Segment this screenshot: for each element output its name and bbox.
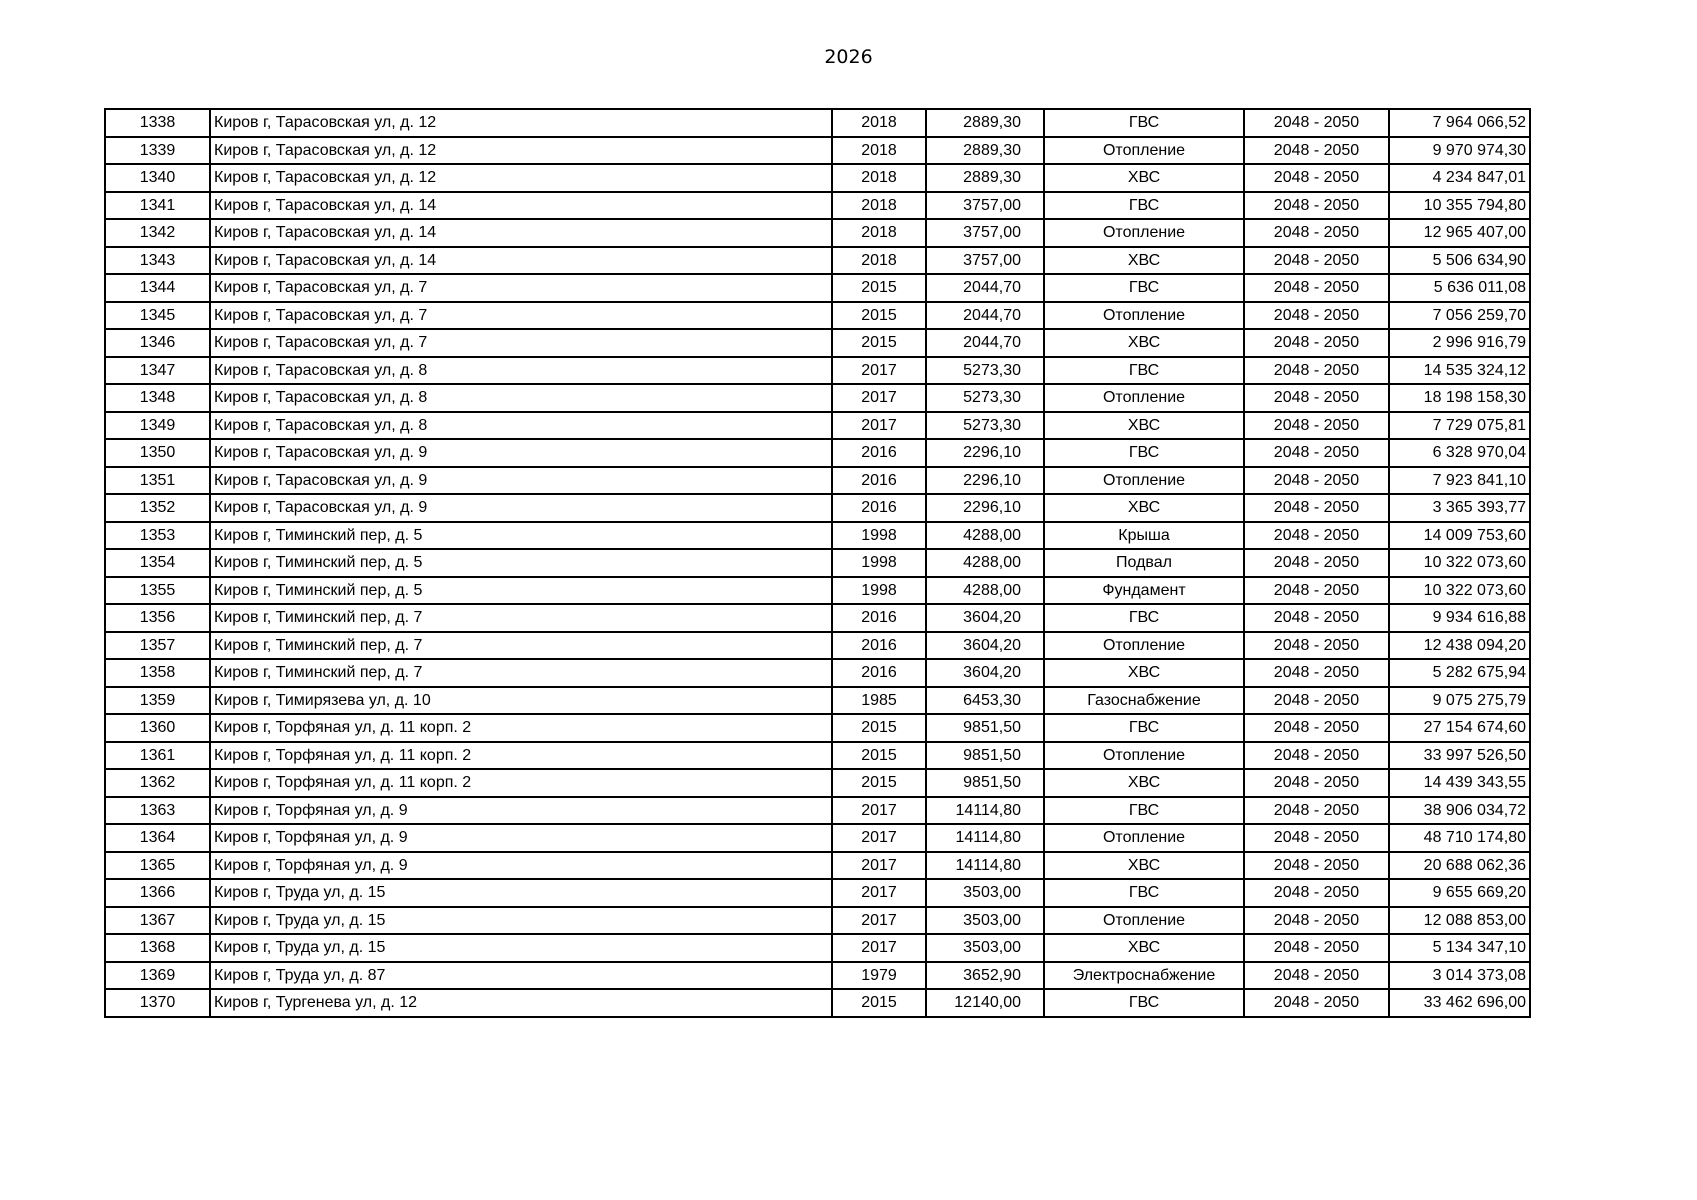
year-cell: 2017	[832, 934, 926, 962]
cost-cell: 12 088 853,00	[1389, 907, 1530, 935]
cost-cell: 3 014 373,08	[1389, 962, 1530, 990]
work-type-cell: ГВС	[1044, 797, 1244, 825]
table-row	[105, 494, 1530, 522]
area-cell: 5273,30	[926, 384, 1044, 412]
address-cell: Киров г, Тарасовская ул, д. 12	[210, 164, 832, 192]
table-row	[105, 329, 1530, 357]
address-cell: Киров г, Труда ул, д. 15	[210, 879, 832, 907]
area-cell: 6453,30	[926, 687, 1044, 715]
work-type-cell: ХВС	[1044, 659, 1244, 687]
year-cell: 2016	[832, 604, 926, 632]
year-cell: 2018	[832, 192, 926, 220]
work-type-cell: Отопление	[1044, 742, 1244, 770]
table-row	[105, 137, 1530, 165]
year-cell: 2018	[832, 109, 926, 137]
work-type-cell: Отопление	[1044, 219, 1244, 247]
area-cell: 9851,50	[926, 714, 1044, 742]
area-cell: 4288,00	[926, 549, 1044, 577]
work-type-cell: ХВС	[1044, 247, 1244, 275]
cost-cell: 2 996 916,79	[1389, 329, 1530, 357]
year-cell: 1979	[832, 962, 926, 990]
table-row	[105, 659, 1530, 687]
area-cell: 5273,30	[926, 412, 1044, 440]
period-cell: 2048 - 2050	[1244, 824, 1389, 852]
row-number-cell: 1347	[105, 357, 210, 385]
row-number-cell: 1356	[105, 604, 210, 632]
year-cell: 1998	[832, 522, 926, 550]
area-cell: 3757,00	[926, 192, 1044, 220]
address-cell: Киров г, Тарасовская ул, д. 8	[210, 357, 832, 385]
table-row	[105, 274, 1530, 302]
repair-schedule-table	[104, 108, 1531, 1018]
address-cell: Киров г, Тиминский пер, д. 7	[210, 604, 832, 632]
table-row	[105, 384, 1530, 412]
address-cell: Киров г, Тарасовская ул, д. 14	[210, 247, 832, 275]
period-cell: 2048 - 2050	[1244, 549, 1389, 577]
cost-cell: 33 997 526,50	[1389, 742, 1530, 770]
row-number-cell: 1358	[105, 659, 210, 687]
period-cell: 2048 - 2050	[1244, 907, 1389, 935]
year-cell: 2015	[832, 274, 926, 302]
work-type-cell: Газоснабжение	[1044, 687, 1244, 715]
area-cell: 2296,10	[926, 494, 1044, 522]
period-cell: 2048 - 2050	[1244, 412, 1389, 440]
table-row	[105, 824, 1530, 852]
row-number-cell: 1343	[105, 247, 210, 275]
cost-cell: 38 906 034,72	[1389, 797, 1530, 825]
area-cell: 2044,70	[926, 329, 1044, 357]
address-cell: Киров г, Тарасовская ул, д. 14	[210, 192, 832, 220]
period-cell: 2048 - 2050	[1244, 219, 1389, 247]
address-cell: Киров г, Тарасовская ул, д. 7	[210, 302, 832, 330]
table-row	[105, 219, 1530, 247]
row-number-cell: 1346	[105, 329, 210, 357]
period-cell: 2048 - 2050	[1244, 687, 1389, 715]
work-type-cell: Фундамент	[1044, 577, 1244, 605]
area-cell: 4288,00	[926, 577, 1044, 605]
area-cell: 3604,20	[926, 632, 1044, 660]
address-cell: Киров г, Тиминский пер, д. 5	[210, 549, 832, 577]
period-cell: 2048 - 2050	[1244, 714, 1389, 742]
row-number-cell: 1349	[105, 412, 210, 440]
area-cell: 3503,00	[926, 879, 1044, 907]
address-cell: Киров г, Торфяная ул, д. 9	[210, 852, 832, 880]
area-cell: 5273,30	[926, 357, 1044, 385]
work-type-cell: Отопление	[1044, 137, 1244, 165]
area-cell: 3652,90	[926, 962, 1044, 990]
period-cell: 2048 - 2050	[1244, 467, 1389, 495]
cost-cell: 27 154 674,60	[1389, 714, 1530, 742]
year-cell: 2016	[832, 467, 926, 495]
row-number-cell: 1370	[105, 989, 210, 1017]
area-cell: 14114,80	[926, 852, 1044, 880]
period-cell: 2048 - 2050	[1244, 384, 1389, 412]
period-cell: 2048 - 2050	[1244, 797, 1389, 825]
cost-cell: 14 439 343,55	[1389, 769, 1530, 797]
area-cell: 2889,30	[926, 164, 1044, 192]
area-cell: 4288,00	[926, 522, 1044, 550]
table-row	[105, 357, 1530, 385]
address-cell: Киров г, Тарасовская ул, д. 12	[210, 109, 832, 137]
period-cell: 2048 - 2050	[1244, 577, 1389, 605]
area-cell: 2296,10	[926, 467, 1044, 495]
row-number-cell: 1351	[105, 467, 210, 495]
page-number: 2026	[824, 46, 873, 68]
period-cell: 2048 - 2050	[1244, 604, 1389, 632]
work-type-cell: ХВС	[1044, 329, 1244, 357]
address-cell: Киров г, Тарасовская ул, д. 7	[210, 329, 832, 357]
row-number-cell: 1361	[105, 742, 210, 770]
address-cell: Киров г, Тургенева ул, д. 12	[210, 989, 832, 1017]
row-number-cell: 1348	[105, 384, 210, 412]
year-cell: 2017	[832, 879, 926, 907]
period-cell: 2048 - 2050	[1244, 192, 1389, 220]
cost-cell: 6 328 970,04	[1389, 439, 1530, 467]
work-type-cell: ГВС	[1044, 274, 1244, 302]
address-cell: Киров г, Тимирязева ул, д. 10	[210, 687, 832, 715]
period-cell: 2048 - 2050	[1244, 274, 1389, 302]
row-number-cell: 1368	[105, 934, 210, 962]
cost-cell: 5 282 675,94	[1389, 659, 1530, 687]
cost-cell: 9 934 616,88	[1389, 604, 1530, 632]
cost-cell: 7 923 841,10	[1389, 467, 1530, 495]
period-cell: 2048 - 2050	[1244, 769, 1389, 797]
period-cell: 2048 - 2050	[1244, 659, 1389, 687]
row-number-cell: 1342	[105, 219, 210, 247]
row-number-cell: 1366	[105, 879, 210, 907]
address-cell: Киров г, Тиминский пер, д. 7	[210, 632, 832, 660]
area-cell: 9851,50	[926, 742, 1044, 770]
period-cell: 2048 - 2050	[1244, 934, 1389, 962]
row-number-cell: 1355	[105, 577, 210, 605]
work-type-cell: ГВС	[1044, 604, 1244, 632]
table-row	[105, 164, 1530, 192]
table-row	[105, 109, 1530, 137]
year-cell: 2015	[832, 989, 926, 1017]
table-row	[105, 714, 1530, 742]
table-row	[105, 769, 1530, 797]
row-number-cell: 1344	[105, 274, 210, 302]
work-type-cell: ГВС	[1044, 879, 1244, 907]
table-row	[105, 879, 1530, 907]
table-row	[105, 742, 1530, 770]
cost-cell: 14 009 753,60	[1389, 522, 1530, 550]
period-cell: 2048 - 2050	[1244, 879, 1389, 907]
cost-cell: 14 535 324,12	[1389, 357, 1530, 385]
year-cell: 2016	[832, 659, 926, 687]
work-type-cell: ХВС	[1044, 164, 1244, 192]
address-cell: Киров г, Тарасовская ул, д. 7	[210, 274, 832, 302]
work-type-cell: ХВС	[1044, 494, 1244, 522]
area-cell: 2044,70	[926, 274, 1044, 302]
work-type-cell: ГВС	[1044, 357, 1244, 385]
cost-cell: 5 636 011,08	[1389, 274, 1530, 302]
period-cell: 2048 - 2050	[1244, 852, 1389, 880]
area-cell: 14114,80	[926, 797, 1044, 825]
table-row	[105, 687, 1530, 715]
area-cell: 3604,20	[926, 659, 1044, 687]
work-type-cell: ГВС	[1044, 714, 1244, 742]
cost-cell: 3 365 393,77	[1389, 494, 1530, 522]
table-row	[105, 247, 1530, 275]
row-number-cell: 1340	[105, 164, 210, 192]
period-cell: 2048 - 2050	[1244, 164, 1389, 192]
year-cell: 2017	[832, 852, 926, 880]
area-cell: 14114,80	[926, 824, 1044, 852]
area-cell: 3604,20	[926, 604, 1044, 632]
year-cell: 2015	[832, 329, 926, 357]
period-cell: 2048 - 2050	[1244, 137, 1389, 165]
year-cell: 2017	[832, 797, 926, 825]
address-cell: Киров г, Тарасовская ул, д. 14	[210, 219, 832, 247]
year-cell: 2017	[832, 357, 926, 385]
cost-cell: 7 729 075,81	[1389, 412, 1530, 440]
row-number-cell: 1369	[105, 962, 210, 990]
period-cell: 2048 - 2050	[1244, 989, 1389, 1017]
row-number-cell: 1341	[105, 192, 210, 220]
address-cell: Киров г, Тарасовская ул, д. 9	[210, 494, 832, 522]
work-type-cell: ГВС	[1044, 989, 1244, 1017]
year-cell: 2018	[832, 247, 926, 275]
cost-cell: 4 234 847,01	[1389, 164, 1530, 192]
year-cell: 2015	[832, 769, 926, 797]
area-cell: 2889,30	[926, 137, 1044, 165]
year-cell: 2015	[832, 742, 926, 770]
table-row	[105, 412, 1530, 440]
cost-cell: 7 964 066,52	[1389, 109, 1530, 137]
address-cell: Киров г, Тарасовская ул, д. 12	[210, 137, 832, 165]
row-number-cell: 1362	[105, 769, 210, 797]
year-cell: 2017	[832, 907, 926, 935]
period-cell: 2048 - 2050	[1244, 494, 1389, 522]
work-type-cell: Подвал	[1044, 549, 1244, 577]
work-type-cell: Отопление	[1044, 467, 1244, 495]
row-number-cell: 1365	[105, 852, 210, 880]
row-number-cell: 1345	[105, 302, 210, 330]
work-type-cell: ХВС	[1044, 769, 1244, 797]
area-cell: 9851,50	[926, 769, 1044, 797]
year-cell: 2015	[832, 302, 926, 330]
row-number-cell: 1364	[105, 824, 210, 852]
row-number-cell: 1360	[105, 714, 210, 742]
address-cell: Киров г, Торфяная ул, д. 11 корп. 2	[210, 769, 832, 797]
address-cell: Киров г, Труда ул, д. 15	[210, 934, 832, 962]
row-number-cell: 1363	[105, 797, 210, 825]
year-cell: 1998	[832, 577, 926, 605]
table-row	[105, 439, 1530, 467]
table-row	[105, 549, 1530, 577]
period-cell: 2048 - 2050	[1244, 522, 1389, 550]
table-row	[105, 797, 1530, 825]
work-type-cell: Электроснабжение	[1044, 962, 1244, 990]
table-row	[105, 577, 1530, 605]
row-number-cell: 1352	[105, 494, 210, 522]
period-cell: 2048 - 2050	[1244, 247, 1389, 275]
address-cell: Киров г, Тиминский пер, д. 5	[210, 522, 832, 550]
area-cell: 12140,00	[926, 989, 1044, 1017]
area-cell: 3757,00	[926, 219, 1044, 247]
table-row	[105, 467, 1530, 495]
address-cell: Киров г, Тарасовская ул, д. 8	[210, 412, 832, 440]
table-row	[105, 522, 1530, 550]
row-number-cell: 1357	[105, 632, 210, 660]
period-cell: 2048 - 2050	[1244, 439, 1389, 467]
address-cell: Киров г, Торфяная ул, д. 11 корп. 2	[210, 742, 832, 770]
work-type-cell: ГВС	[1044, 439, 1244, 467]
year-cell: 2018	[832, 137, 926, 165]
address-cell: Киров г, Тиминский пер, д. 7	[210, 659, 832, 687]
cost-cell: 10 322 073,60	[1389, 549, 1530, 577]
area-cell: 3503,00	[926, 907, 1044, 935]
table-body	[105, 109, 1530, 1017]
cost-cell: 10 355 794,80	[1389, 192, 1530, 220]
row-number-cell: 1354	[105, 549, 210, 577]
cost-cell: 20 688 062,36	[1389, 852, 1530, 880]
cost-cell: 33 462 696,00	[1389, 989, 1530, 1017]
area-cell: 3503,00	[926, 934, 1044, 962]
cost-cell: 18 198 158,30	[1389, 384, 1530, 412]
year-cell: 2018	[832, 219, 926, 247]
work-type-cell: Отопление	[1044, 907, 1244, 935]
table-row	[105, 192, 1530, 220]
work-type-cell: ГВС	[1044, 192, 1244, 220]
year-cell: 2016	[832, 632, 926, 660]
row-number-cell: 1367	[105, 907, 210, 935]
year-cell: 2016	[832, 494, 926, 522]
table-row	[105, 907, 1530, 935]
year-cell: 2017	[832, 824, 926, 852]
table-row	[105, 302, 1530, 330]
year-cell: 2017	[832, 384, 926, 412]
table-row	[105, 934, 1530, 962]
work-type-cell: ХВС	[1044, 412, 1244, 440]
table-row	[105, 989, 1530, 1017]
period-cell: 2048 - 2050	[1244, 962, 1389, 990]
work-type-cell: ХВС	[1044, 852, 1244, 880]
row-number-cell: 1350	[105, 439, 210, 467]
row-number-cell: 1359	[105, 687, 210, 715]
cost-cell: 12 438 094,20	[1389, 632, 1530, 660]
year-cell: 2018	[832, 164, 926, 192]
address-cell: Киров г, Торфяная ул, д. 9	[210, 797, 832, 825]
period-cell: 2048 - 2050	[1244, 357, 1389, 385]
period-cell: 2048 - 2050	[1244, 329, 1389, 357]
period-cell: 2048 - 2050	[1244, 109, 1389, 137]
cost-cell: 9 075 275,79	[1389, 687, 1530, 715]
address-cell: Киров г, Тарасовская ул, д. 9	[210, 467, 832, 495]
work-type-cell: Отопление	[1044, 302, 1244, 330]
work-type-cell: Крыша	[1044, 522, 1244, 550]
table-row	[105, 962, 1530, 990]
table-row	[105, 852, 1530, 880]
table-row	[105, 632, 1530, 660]
period-cell: 2048 - 2050	[1244, 302, 1389, 330]
work-type-cell: ХВС	[1044, 934, 1244, 962]
cost-cell: 7 056 259,70	[1389, 302, 1530, 330]
cost-cell: 12 965 407,00	[1389, 219, 1530, 247]
address-cell: Киров г, Торфяная ул, д. 11 корп. 2	[210, 714, 832, 742]
period-cell: 2048 - 2050	[1244, 742, 1389, 770]
area-cell: 2044,70	[926, 302, 1044, 330]
address-cell: Киров г, Тиминский пер, д. 5	[210, 577, 832, 605]
work-type-cell: Отопление	[1044, 632, 1244, 660]
row-number-cell: 1353	[105, 522, 210, 550]
area-cell: 2889,30	[926, 109, 1044, 137]
year-cell: 2015	[832, 714, 926, 742]
cost-cell: 10 322 073,60	[1389, 577, 1530, 605]
year-cell: 1985	[832, 687, 926, 715]
year-cell: 1998	[832, 549, 926, 577]
area-cell: 3757,00	[926, 247, 1044, 275]
cost-cell: 5 134 347,10	[1389, 934, 1530, 962]
cost-cell: 48 710 174,80	[1389, 824, 1530, 852]
cost-cell: 9 655 669,20	[1389, 879, 1530, 907]
work-type-cell: Отопление	[1044, 824, 1244, 852]
area-cell: 2296,10	[926, 439, 1044, 467]
period-cell: 2048 - 2050	[1244, 632, 1389, 660]
row-number-cell: 1339	[105, 137, 210, 165]
work-type-cell: Отопление	[1044, 384, 1244, 412]
address-cell: Киров г, Тарасовская ул, д. 9	[210, 439, 832, 467]
cost-cell: 9 970 974,30	[1389, 137, 1530, 165]
address-cell: Киров г, Труда ул, д. 15	[210, 907, 832, 935]
row-number-cell: 1338	[105, 109, 210, 137]
year-cell: 2017	[832, 412, 926, 440]
work-type-cell: ГВС	[1044, 109, 1244, 137]
table-row	[105, 604, 1530, 632]
cost-cell: 5 506 634,90	[1389, 247, 1530, 275]
address-cell: Киров г, Тарасовская ул, д. 8	[210, 384, 832, 412]
year-cell: 2016	[832, 439, 926, 467]
address-cell: Киров г, Труда ул, д. 87	[210, 962, 832, 990]
address-cell: Киров г, Торфяная ул, д. 9	[210, 824, 832, 852]
